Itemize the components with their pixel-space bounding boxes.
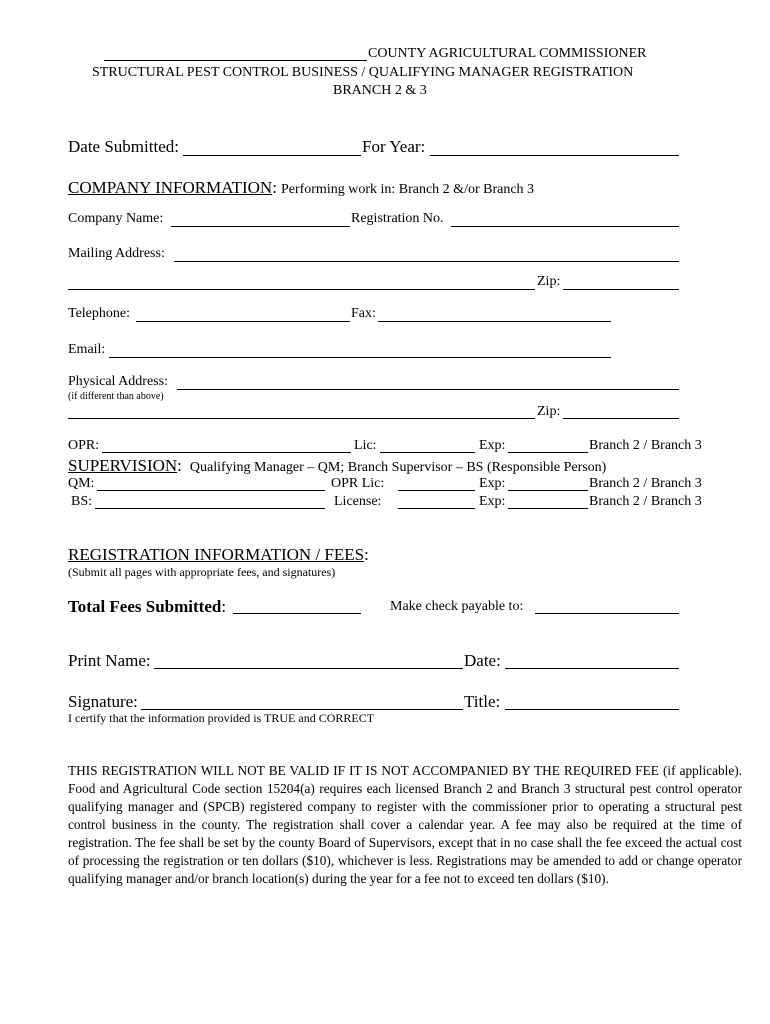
bs-label: BS:	[71, 494, 93, 509]
opr-lic-field[interactable]	[380, 452, 475, 453]
date-submitted-field[interactable]	[183, 155, 361, 156]
bs-license-label: License:	[334, 494, 382, 509]
opr-field[interactable]	[102, 452, 351, 453]
signature-label: Signature:	[68, 692, 138, 711]
physical-address-label: Physical Address:	[68, 374, 168, 389]
check-payable-label: Make check payable to:	[390, 599, 524, 614]
header-subtitle: STRUCTURAL PEST CONTROL BUSINESS / QUALIFYING MANAGER REGISTRATION	[92, 65, 634, 80]
date-field[interactable]	[505, 668, 679, 669]
qm-exp-field[interactable]	[508, 490, 588, 491]
title-label: Title:	[464, 692, 501, 711]
county-name-field[interactable]	[104, 60, 367, 61]
total-fees-label: Total Fees Submitted	[68, 597, 222, 616]
physical-address-field[interactable]	[177, 389, 679, 390]
bs-branch-label: Branch 2 / Branch 3	[589, 494, 702, 509]
registration-no-field[interactable]	[451, 226, 679, 227]
registration-note: (Submit all pages with appropriate fees, and signatures)	[68, 565, 336, 579]
telephone-field[interactable]	[136, 321, 350, 322]
check-payable-field[interactable]	[535, 613, 679, 614]
opr-label: OPR:	[68, 438, 100, 453]
email-field[interactable]	[109, 357, 611, 358]
supervision-colon: :	[177, 456, 182, 475]
physical-address-line2-field[interactable]	[68, 418, 535, 419]
for-year-label: For Year:	[362, 137, 426, 156]
physical-address-note: (if different than above)	[68, 391, 164, 402]
company-info-subheading: Performing work in: Branch 2 &/or Branch 3	[280, 182, 535, 197]
qm-opr-lic-label: OPR Lic:	[331, 476, 385, 491]
date-submitted-label: Date Submitted:	[68, 137, 179, 156]
company-info-colon: :	[272, 178, 277, 197]
telephone-label: Telephone:	[68, 306, 130, 321]
qm-exp-label: Exp:	[479, 476, 506, 491]
company-name-label: Company Name:	[68, 211, 164, 226]
header-title: COUNTY AGRICULTURAL COMMISSIONER	[368, 46, 647, 61]
certify-note: I certify that the information provided is TRUE and CORRECT	[68, 711, 375, 725]
bs-field[interactable]	[95, 508, 325, 509]
mailing-address-label: Mailing Address:	[68, 246, 165, 261]
zip-field[interactable]	[563, 289, 679, 290]
date-label: Date:	[464, 651, 501, 670]
registration-notice-paragraph: THIS REGISTRATION WILL NOT BE VALID IF IT IS NOT ACCOMPANIED BY THE REQUIRED FEE (if applicable). Food and Agricultural Code section 15204(a) requires each licensed Branch 2 and Branch 3 structural pest control operator qualifying manager and (SPCB) registered company to register with the commissioner prior to operating a structural pest control business in the county. The registration shall cover a calendar year. A fee may also be required at the time of registration. The fee shall be set by the county Board of Supervisors, except that in no case shall the fee exceed the actual cost of processing the registration or ten dollars ($10), whichever is less. Registrations may be amended to add or change operator qualifying manager and/or branch location(s) during the year for a fee not to exceed ten dollars ($10).	[68, 763, 742, 886]
registration-colon: :	[364, 545, 369, 564]
qm-branch-label: Branch 2 / Branch 3	[589, 476, 702, 491]
supervision-heading: SUPERVISION	[68, 456, 178, 475]
zip-label: Zip:	[537, 274, 561, 289]
print-name-label: Print Name:	[68, 651, 151, 670]
for-year-field[interactable]	[430, 155, 679, 156]
total-fees-row	[68, 597, 226, 617]
fax-field[interactable]	[378, 321, 611, 322]
bs-license-field[interactable]	[398, 508, 475, 509]
company-info-heading-row	[68, 178, 534, 198]
company-info-heading: COMPANY INFORMATION	[68, 178, 273, 197]
supervision-heading-row	[68, 456, 606, 476]
bs-exp-label: Exp:	[479, 494, 506, 509]
print-name-field[interactable]	[154, 668, 463, 669]
fax-label: Fax:	[351, 306, 376, 321]
total-fees-colon: :	[221, 597, 227, 616]
opr-branch-label: Branch 2 / Branch 3	[589, 438, 702, 453]
registration-heading: REGISTRATION INFORMATION / FEES	[68, 545, 365, 564]
qm-opr-lic-field[interactable]	[398, 490, 475, 491]
bs-exp-field[interactable]	[508, 508, 588, 509]
opr-exp-label: Exp:	[479, 438, 506, 453]
qm-label: QM:	[68, 476, 95, 491]
total-fees-field[interactable]	[233, 613, 361, 614]
email-label: Email:	[68, 342, 106, 357]
opr-exp-field[interactable]	[508, 452, 588, 453]
zip2-label: Zip:	[537, 404, 561, 419]
qm-field[interactable]	[97, 490, 325, 491]
opr-lic-label: Lic:	[354, 438, 377, 453]
registration-no-label: Registration No.	[351, 211, 444, 226]
registration-heading-row	[68, 545, 369, 565]
company-name-field[interactable]	[171, 226, 350, 227]
title-field[interactable]	[505, 709, 679, 710]
signature-field[interactable]	[141, 709, 463, 710]
mailing-address-field[interactable]	[174, 261, 679, 262]
supervision-description: Qualifying Manager – QM; Branch Supervisor – BS (Responsible Person)	[189, 460, 607, 475]
mailing-address-line2-field[interactable]	[68, 289, 535, 290]
header-branch: BRANCH 2 & 3	[333, 83, 427, 98]
zip2-field[interactable]	[563, 418, 679, 419]
